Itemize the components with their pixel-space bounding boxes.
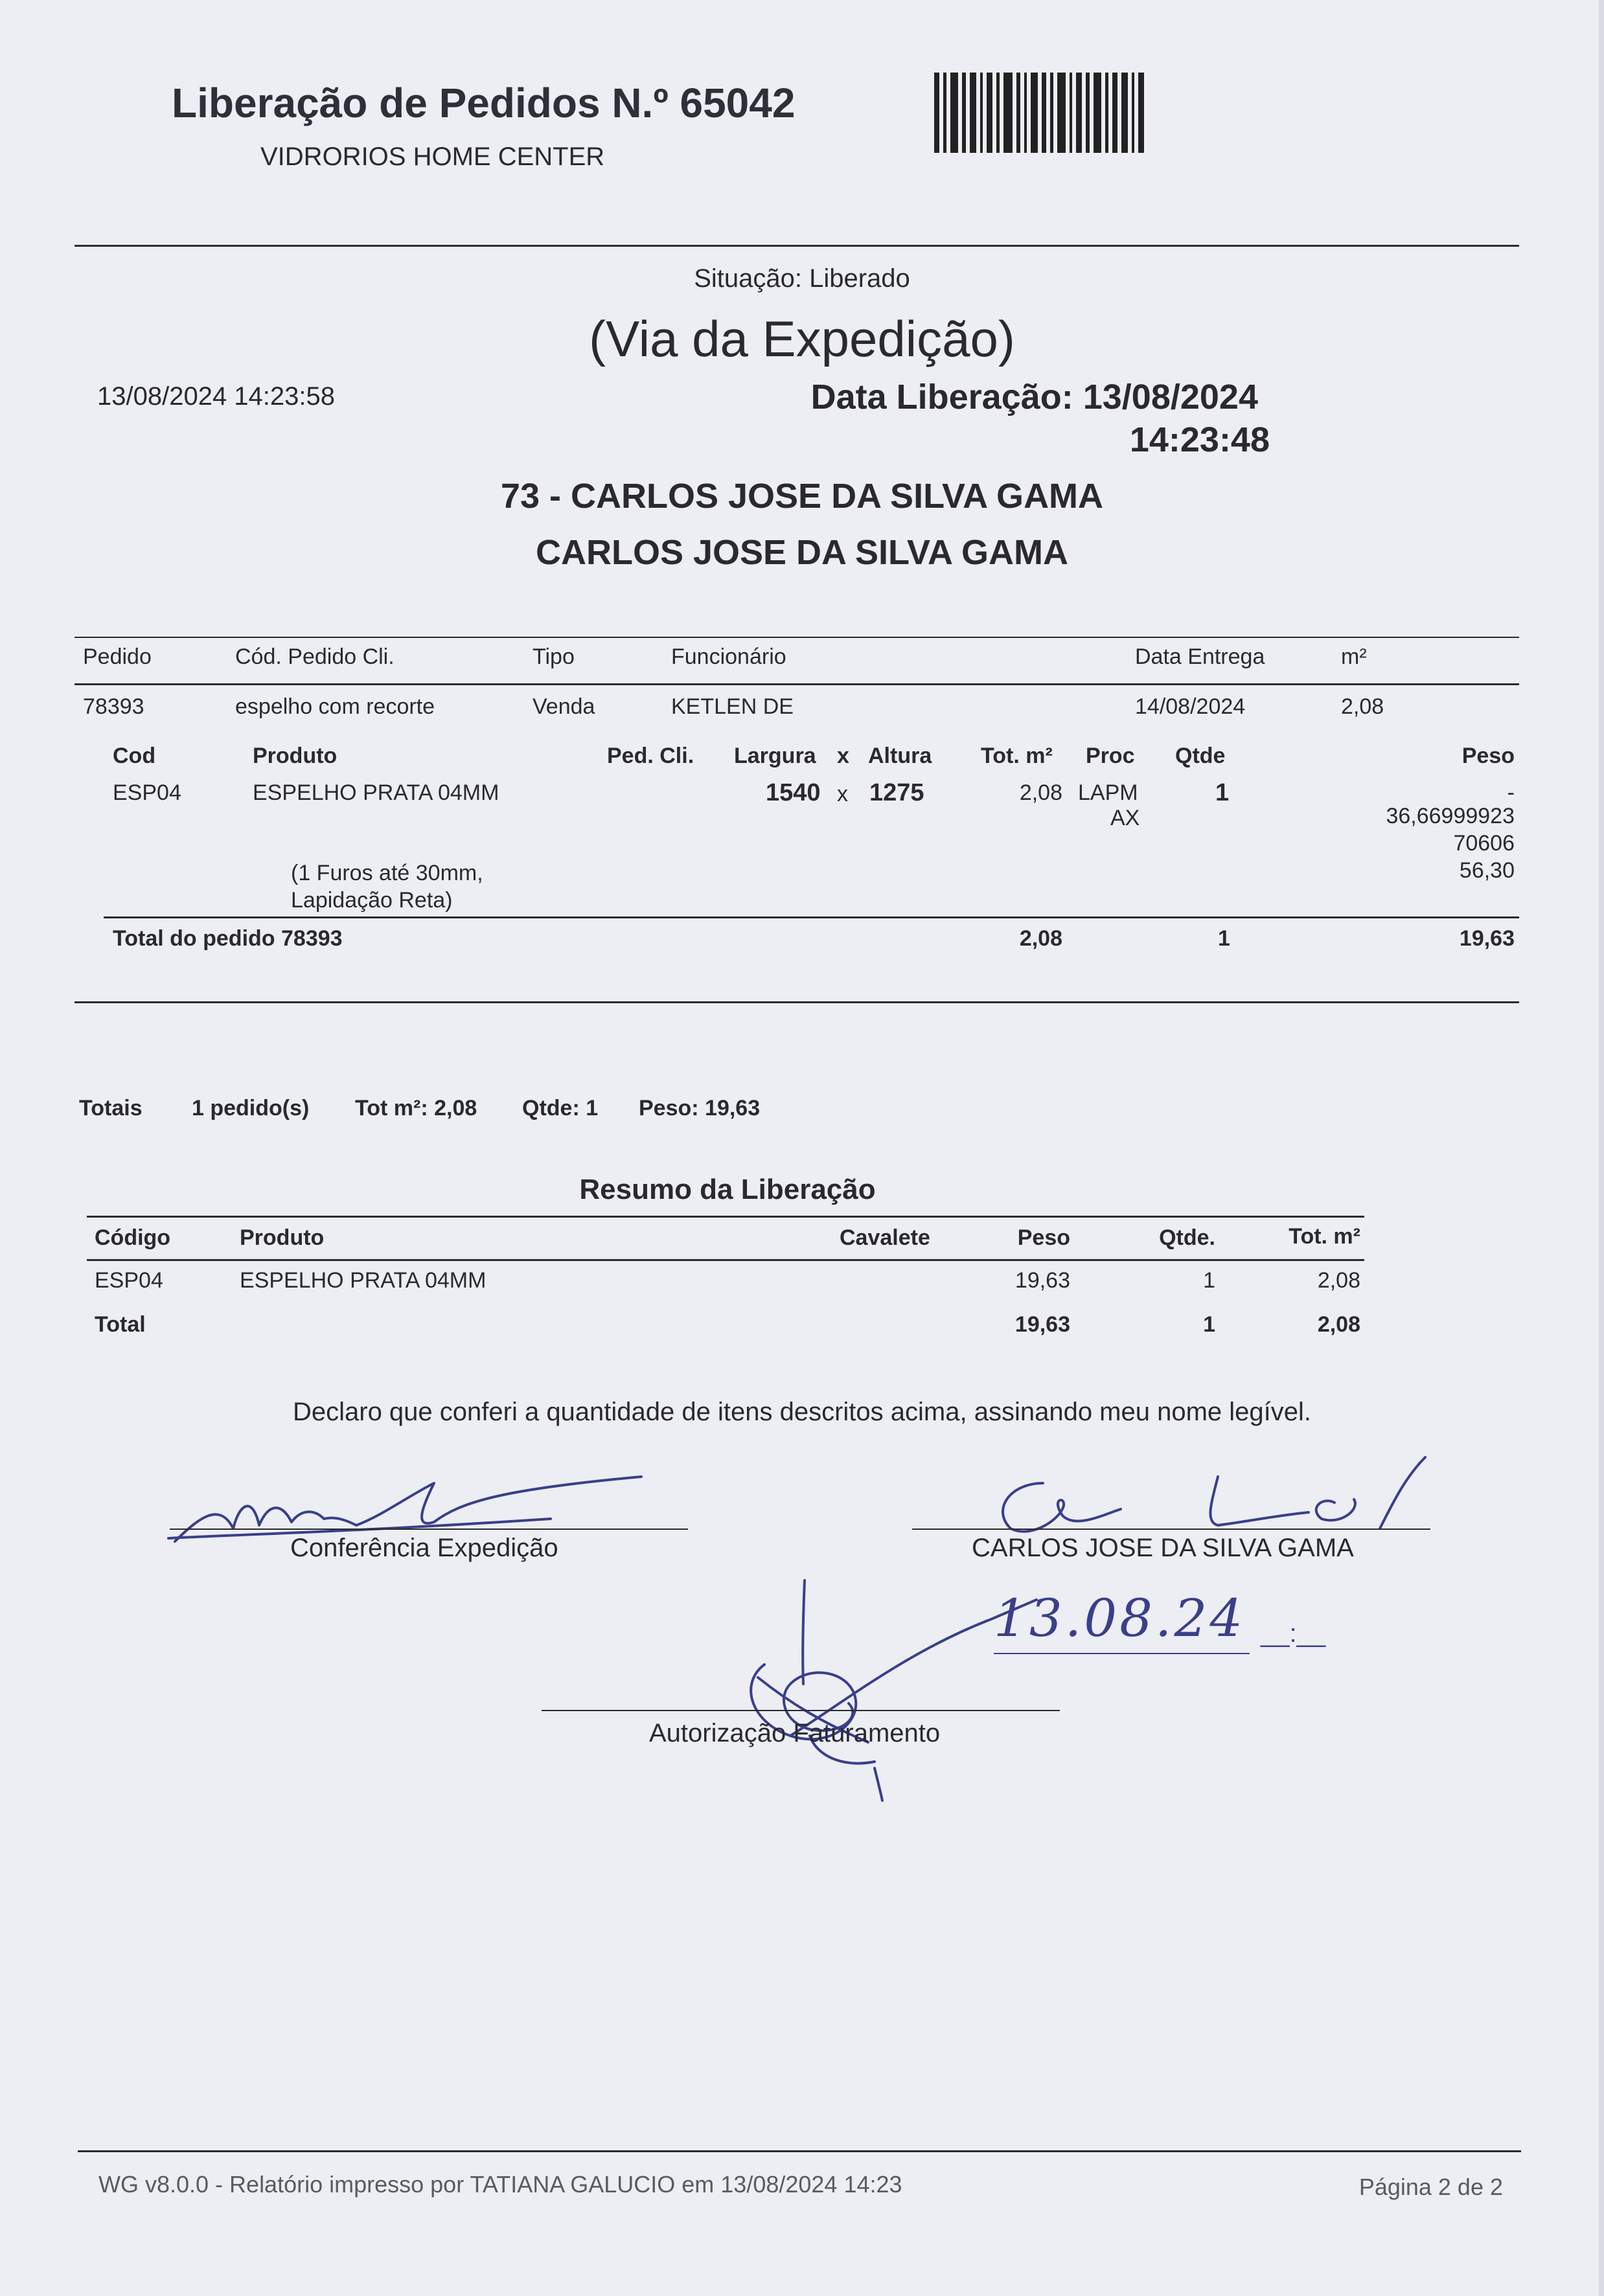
resumo-col-qtde: Qtde.	[1159, 1225, 1215, 1250]
item-col-produto: Produto	[253, 744, 338, 768]
client-name: 73 - CARLOS JOSE DA SILVA GAMA	[500, 477, 1104, 516]
client-line	[912, 1529, 1430, 1530]
item-qtde: 1	[1215, 779, 1230, 806]
item-altura: 1275	[869, 779, 924, 806]
order-total-m2: 2,08	[1019, 926, 1062, 951]
situacao: Situação: Liberado	[694, 264, 910, 293]
conferencia-line	[170, 1529, 688, 1530]
item-col-largura: Largura	[734, 744, 816, 768]
item-col-tot-m2: Tot. m²	[981, 744, 1053, 768]
order-pedido: 78393	[83, 694, 144, 719]
page-number: Página 2 de 2	[1358, 2174, 1503, 2200]
client-name-2: CARLOS JOSE DA SILVA GAMA	[535, 533, 1069, 572]
header-rule	[74, 245, 1519, 247]
item-produto: ESPELHO PRATA 04MM	[253, 780, 499, 805]
totais-pedidos: 1 pedido(s)	[192, 1096, 310, 1120]
totais-peso: Peso: 19,63	[639, 1096, 761, 1120]
item-tot-m2: 2,08	[1019, 780, 1062, 805]
resumo-col-produto: Produto	[240, 1225, 325, 1250]
item-peso-3: 70606	[1453, 831, 1515, 856]
col-tipo: Tipo	[533, 644, 575, 669]
col-funcionario: Funcionário	[671, 644, 786, 669]
resumo-total-peso: 19,63	[1014, 1312, 1070, 1337]
col-m2: m²	[1341, 644, 1367, 669]
item-col-cod: Cod	[113, 744, 156, 768]
item-col-ped-cli: Ped. Cli.	[607, 744, 694, 768]
order-m2: 2,08	[1341, 694, 1384, 719]
item-proc-1: LAPM	[1078, 780, 1138, 805]
item-col-peso: Peso	[1461, 744, 1515, 768]
order-tipo: Venda	[533, 694, 595, 719]
handwritten-date: 13.08.24	[994, 1588, 1246, 1648]
autorizacao-line	[542, 1710, 1060, 1711]
totais-m2: Tot m²: 2,08	[355, 1096, 477, 1120]
order-total-label: Total do pedido 78393	[113, 926, 343, 951]
conferencia-label: Conferência Expedição	[290, 1534, 558, 1562]
order-cod-pedido-cli: espelho com recorte	[235, 694, 435, 719]
order-section-end-rule	[74, 1001, 1519, 1003]
resumo-total-qtde: 1	[1203, 1312, 1215, 1337]
item-proc-2: AX	[1110, 806, 1140, 830]
footer-rule	[78, 2150, 1521, 2152]
item-obs-1: (1 Furos até 30mm,	[291, 861, 483, 885]
resumo-col-peso: Peso	[1017, 1225, 1070, 1250]
autorizacao-label: Autorização Faturamento	[649, 1719, 941, 1747]
via-label: (Via da Expedição)	[589, 310, 1015, 367]
resumo-row-qtde: 1	[1203, 1268, 1215, 1293]
data-liberacao-time: 14:23:48	[1129, 420, 1270, 459]
item-x: x	[837, 782, 848, 806]
item-total-rule	[104, 916, 1519, 918]
col-pedido: Pedido	[83, 644, 152, 669]
resumo-col-cavalete: Cavalete	[840, 1225, 930, 1250]
resumo-col-tot-m2: Tot. m²	[1289, 1224, 1360, 1249]
item-peso-2: 36,66999923	[1386, 804, 1515, 828]
order-table-header-rule	[74, 683, 1519, 685]
resumo-top-rule	[87, 1216, 1364, 1218]
item-col-proc: Proc	[1086, 744, 1135, 768]
item-col-x: x	[837, 744, 849, 768]
resumo-row-produto: ESPELHO PRATA 04MM	[240, 1268, 487, 1293]
order-total-peso: 19,63	[1459, 926, 1515, 951]
declaration-text: Declaro que conferi a quantidade de itens descritos acima, assinando meu nome legível.	[292, 1398, 1312, 1426]
order-total-qtde: 1	[1218, 926, 1230, 951]
item-col-qtde: Qtde	[1175, 744, 1226, 768]
totais-label: Totais	[79, 1096, 143, 1120]
order-funcionario: KETLEN DE	[671, 694, 794, 719]
item-peso-1: -	[1507, 780, 1515, 805]
resumo-row-codigo: ESP04	[95, 1268, 163, 1293]
col-cod-pedido-cli: Cód. Pedido Cli.	[235, 644, 395, 669]
item-col-altura: Altura	[868, 744, 932, 768]
resumo-header-rule	[87, 1259, 1364, 1261]
order-data-entrega: 14/08/2024	[1135, 694, 1246, 719]
report-title: Liberação de Pedidos N.º 65042	[172, 80, 796, 126]
company-name: VIDRORIOS HOME CENTER	[260, 142, 605, 171]
item-peso-4: 56,30	[1459, 858, 1515, 883]
resumo-row-peso: 19,63	[1014, 1268, 1070, 1293]
autorizacao-signature	[713, 1574, 1049, 1807]
resumo-title: Resumo da Liberação	[579, 1174, 876, 1205]
order-table-top-rule	[74, 637, 1519, 638]
footer-printed-by: WG v8.0.0 - Relatório impresso por TATIANA GALUCIO em 13/08/2024 14:23	[98, 2171, 902, 2198]
client-signature-label: CARLOS JOSE DA SILVA GAMA	[972, 1534, 1354, 1562]
printed-datetime: 13/08/2024 14:23:58	[97, 382, 336, 411]
item-obs-2: Lapidação Reta)	[291, 888, 453, 913]
resumo-row-tot-m2: 2,08	[1317, 1268, 1360, 1293]
totais-qtde: Qtde: 1	[522, 1096, 599, 1120]
resumo-total-m2: 2,08	[1317, 1312, 1360, 1337]
barcode	[934, 73, 1187, 153]
data-liberacao: Data Liberação: 13/08/2024	[810, 378, 1258, 416]
item-largura: 1540	[766, 779, 821, 806]
item-cod: ESP04	[113, 780, 181, 805]
resumo-total-label: Total	[95, 1312, 146, 1337]
time-blank: __:__	[1261, 1619, 1326, 1648]
col-data-entrega: Data Entrega	[1135, 644, 1265, 669]
resumo-col-codigo: Código	[95, 1225, 171, 1250]
